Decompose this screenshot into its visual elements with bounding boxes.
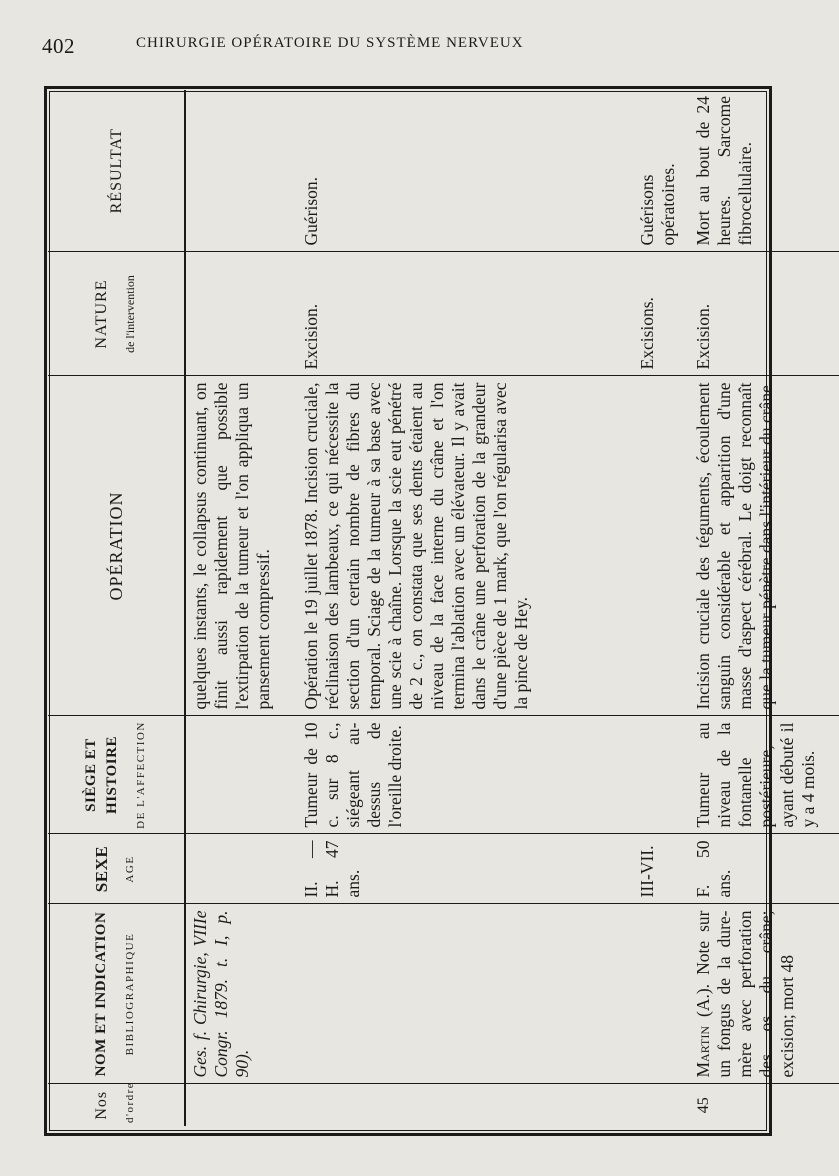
row-sex-age: F. 50 ans. [689,834,839,904]
row-site-history [185,716,297,834]
row-nature [185,252,297,376]
running-title: CHIRURGIE OPÉRATOIRE DU SYSTÈME NERVEUX [136,35,524,51]
row-result: Mort au bout de 24 heures. Sarcome fibrocellulaire. [689,90,839,252]
row-reference-text: Note sur un fongus de la dure-mère avec perforation des os du crâne; excision; mort 48 [693,910,797,1078]
row-site-history: Tumeur au niveau de la fontanelle postérieure, ayant débuté il y a 4 mois. [689,716,839,834]
row-number [633,1084,689,1126]
row-reference [297,904,633,1084]
table-row [689,90,839,1126]
case-table [48,90,839,1126]
table-row [633,90,689,1126]
row-operation [633,376,689,716]
col-resultat-header: RÉSULTAT [48,90,185,252]
row-reference [689,904,839,1084]
col-sexe-header: SEXE AGE [48,834,185,904]
row-operation: Opération le 19 juillet 1878. Incision cruciale, réclinaison des lambeaux, ce qui nécessite la section d'un certain nombre de fibres du temporal. Sciage de la tumeur à sa base avec une scie à chaîne. Lorsque la scie eut pénétré de 2 c., on constata que ses dents étaient au niveau de la face interne du crâne et l'on termina l'ablation avec un élévateur. Il y avait dans le crâne une perforation de la grandeur d'une pièce de 1 mark, que l'on régularisa avec la pince de Hey. [297,376,633,716]
col-nom-header: NOM ET INDICATION BIBLIOGRAPHIQUE [48,904,185,1084]
row-site-history: Tumeur de 10 c. sur 8 c., siégeant au-dessus de l'oreille droite. [297,716,633,834]
row-nature: Excision. [689,252,839,376]
row-result: Guérison. [297,90,633,252]
rotated-table [48,90,818,1126]
table-row [297,90,633,1126]
col-nature-header: NATURE de l'intervention [48,252,185,376]
page-number: 402 [42,34,75,58]
row-result: Guérisons opératoires. [633,90,689,252]
table-row [185,90,297,1126]
col-siege-header: SIÈGE ET HISTOIRE DE L'AFFECTION [48,716,185,834]
row-number [297,1084,633,1126]
row-reference: Ges. f. Chirurgie, VIIIe Congr. 1879. t. I, p. 90). [185,904,297,1084]
row-site-history [633,716,689,834]
row-sex-age: II. — H. 47 ans. [297,834,633,904]
col-operation-header: OPÉRATION [48,376,185,716]
row-number [185,1084,297,1126]
row-nature: Excision. [297,252,633,376]
row-operation: Incision cruciale des téguments, écoulement sanguin considérable et apparition d'une masse d'aspect cérébral. Le doigt reconnaît que la tumeur pénètre dans l'intérieur du crâne [689,376,839,716]
row-sex-age [185,834,297,904]
row-author: Martin (A.). [693,983,713,1078]
row-result [185,90,297,252]
row-sex-age: III-VII. [633,834,689,904]
row-operation: quelques instants, le collapsus continuant, on finit aussi rapidement que possible l'extirpation de la tumeur et l'on appliqua un pansement compressif. [185,376,297,716]
col-ordre-header: Nos d'ordre [48,1084,185,1126]
row-reference [633,904,689,1084]
row-nature: Excisions. [633,252,689,376]
row-number: 45 [695,1097,712,1114]
